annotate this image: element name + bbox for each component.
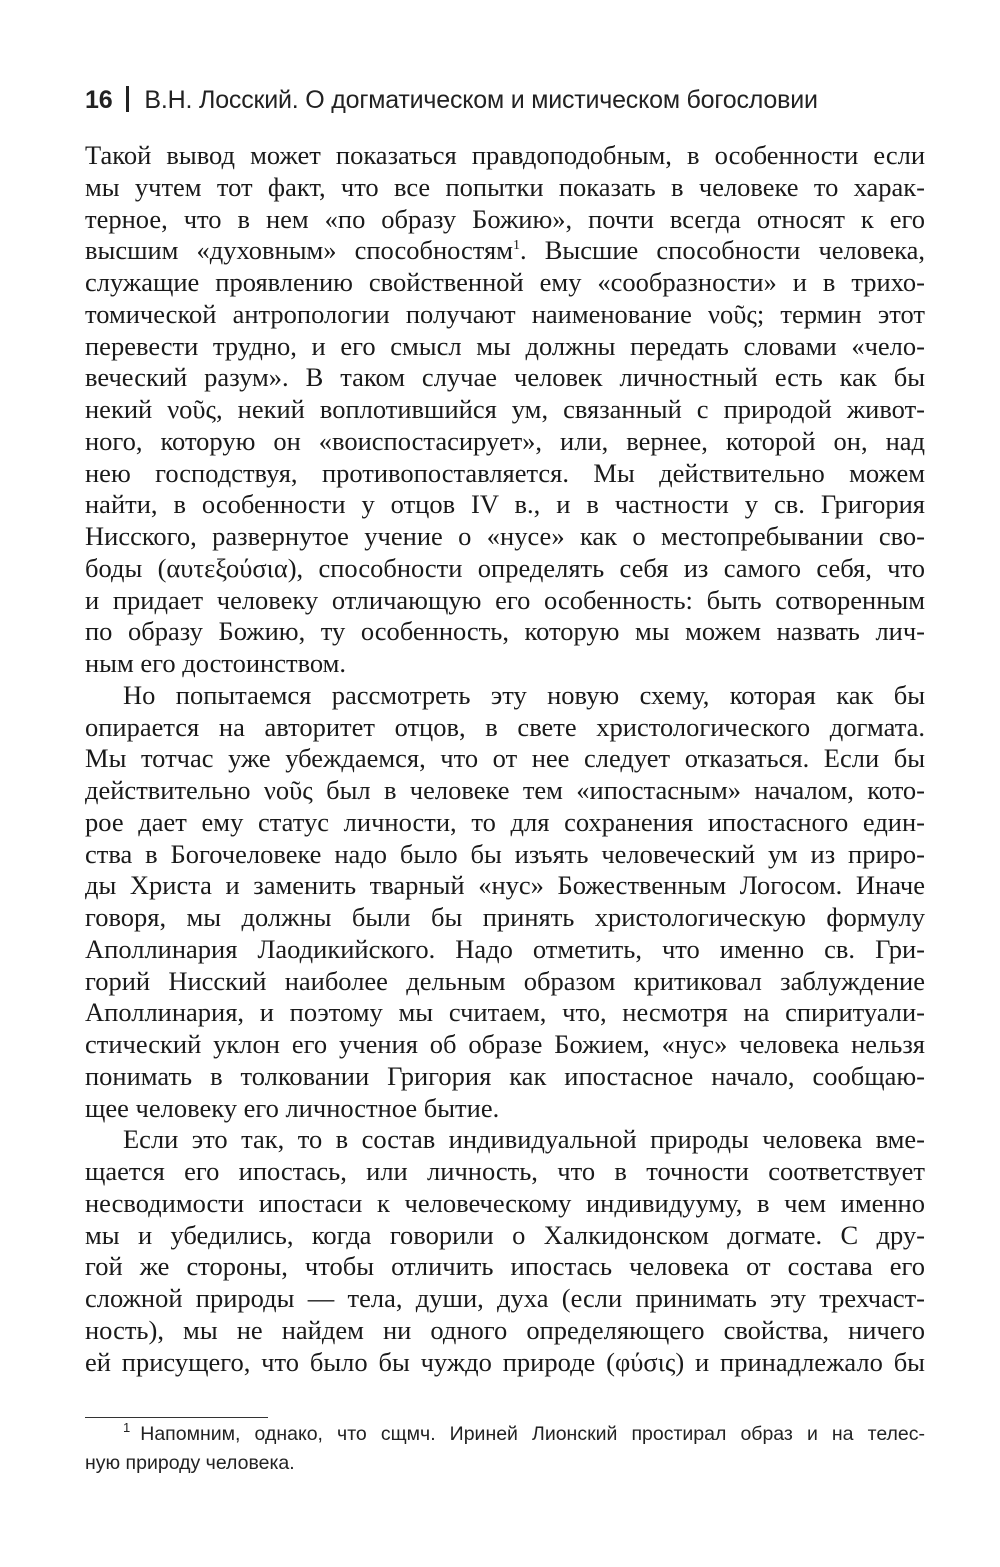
paragraph-2: [85, 680, 925, 1125]
text-line: мы учтем тот факт, что все попытки показать в человеке то харак-: [85, 171, 925, 202]
text-line: несводимости ипостаси к человеческому индивидууму, в чем именно: [85, 1187, 925, 1218]
text-line: горий Нисский наиболее дельным образом критиковал заблуждение: [85, 965, 925, 996]
text-line: ды Христа и заменить тварный «нус» Божественным Логосом. Иначе: [85, 870, 925, 901]
text-line: ей присущего, что было бы чуждо природе (φύσις) и принадлежало бы: [85, 1346, 925, 1377]
footnote-text: Напомним, однако, что сщмч. Ириней Лионский простирал образ и на телес-: [140, 1423, 925, 1445]
text-line: сложной природы — тела, души, духа (если принимать эту трехчаст-: [85, 1283, 925, 1313]
text-line: ного, которую он «воиспостасирует», или, вернее, которой он, над: [85, 425, 925, 456]
text-line: ность), мы не найдем ни одного определяющего свойства, ничего: [85, 1314, 925, 1345]
text-line: щается его ипостась, или личность, что в точности соответствует: [85, 1156, 925, 1186]
text-line: по образу Божию, ту особенность, которую мы можем назвать лич-: [85, 616, 925, 647]
text-line: некий νοῦς, некий воплотившийся ум, связанный с природой живот-: [85, 394, 925, 424]
text-line: Нисского, развернутое учение о «нусе» как о местопребывании сво-: [85, 521, 925, 551]
text-line: опирается на авторитет отцов, в свете христологического догмата.: [85, 711, 925, 742]
text-line: нею господствуя, противопоставляется. Мы действительно можем: [85, 457, 925, 488]
text-line: Аполлинария Лаодикийского. Надо отметить, что именно св. Гри-: [85, 933, 925, 964]
text-line: Аполлинария, и поэтому мы считаем, что, несмотря на спиритуали-: [85, 997, 925, 1028]
text-fragment: . Высшие способности человека,: [520, 235, 925, 266]
footnote-marker: 1: [123, 1420, 131, 1435]
text-line: терное, что в нем «по образу Божию», почти всегда относят к его: [85, 203, 925, 234]
text-line: Такой вывод может показаться правдоподобным, в особенности если: [85, 140, 925, 170]
running-header: [85, 86, 915, 115]
text-line: веческий разум». В таком случае человек личностный есть как бы: [85, 362, 925, 393]
text-line: боды (αυτεξούσια), способности определять себя из самого себя, что: [85, 552, 925, 583]
text-line: щее человеку его личностное бытие.: [85, 1092, 500, 1123]
footnote-divider: [85, 1417, 268, 1418]
text-line: действительно νοῦς был в человеке тем «ипостасным» началом, кото-: [85, 775, 925, 805]
text-line: ным его достоинством.: [85, 648, 347, 678]
text-line: стический уклон его учения об образе Божием, «нус» человека нельзя: [85, 1029, 925, 1059]
header-divider: [126, 86, 129, 112]
text-fragment: высшим «духовным» способностям: [85, 235, 513, 266]
running-title: В.Н. Лосский. О догматическом и мистическом богословии: [144, 86, 818, 114]
footnote-line: [85, 1420, 925, 1449]
text-line: ства в Богочеловеке надо было бы изъять человеческий ум из приро-: [85, 838, 925, 869]
text-line: томической антропологии получают наименование νοῦς; термин этот: [85, 298, 925, 329]
text-line: [85, 235, 925, 267]
page-number: 16: [85, 86, 113, 114]
footnote: [85, 1420, 925, 1478]
text-line: Если это так, то в состав индивидуальной природы человека вме-: [123, 1124, 925, 1155]
text-line: служащие проявлению свойственной ему «сообразности» и в трихо-: [85, 267, 925, 297]
paragraph-1: [85, 140, 925, 680]
text-line: и придает человеку отличающую его особенность: быть сотворенным: [85, 584, 925, 615]
text-line: рое дает ему статус личности, то для сохранения ипостасного един-: [85, 806, 925, 837]
text-line: Мы тотчас уже убеждаемся, что от нее следует отказаться. Если бы: [85, 743, 925, 774]
paragraph-3: [85, 1124, 925, 1378]
text-line: говоря, мы должны были бы принять христологическую формулу: [85, 902, 925, 932]
text-line: Но попытаемся рассмотреть эту новую схему, которая как бы: [123, 679, 925, 710]
main-text: [85, 140, 925, 1378]
text-line: найти, в особенности у отцов IV в., и в частности у св. Григория: [85, 489, 925, 520]
text-line: перевести трудно, и его смысл мы должны передать словами «чело-: [85, 330, 925, 361]
footnote-line: ную природу человека.: [85, 1452, 295, 1474]
text-line: понимать в толковании Григория как ипостасное начало, сообщаю-: [85, 1060, 925, 1091]
text-line: мы и убедились, когда говорили о Халкидонском догмате. С дру-: [85, 1219, 925, 1250]
footnote-reference[interactable]: 1: [513, 238, 520, 254]
text-line: гой же стороны, чтобы отличить ипостась человека от состава его: [85, 1251, 925, 1282]
